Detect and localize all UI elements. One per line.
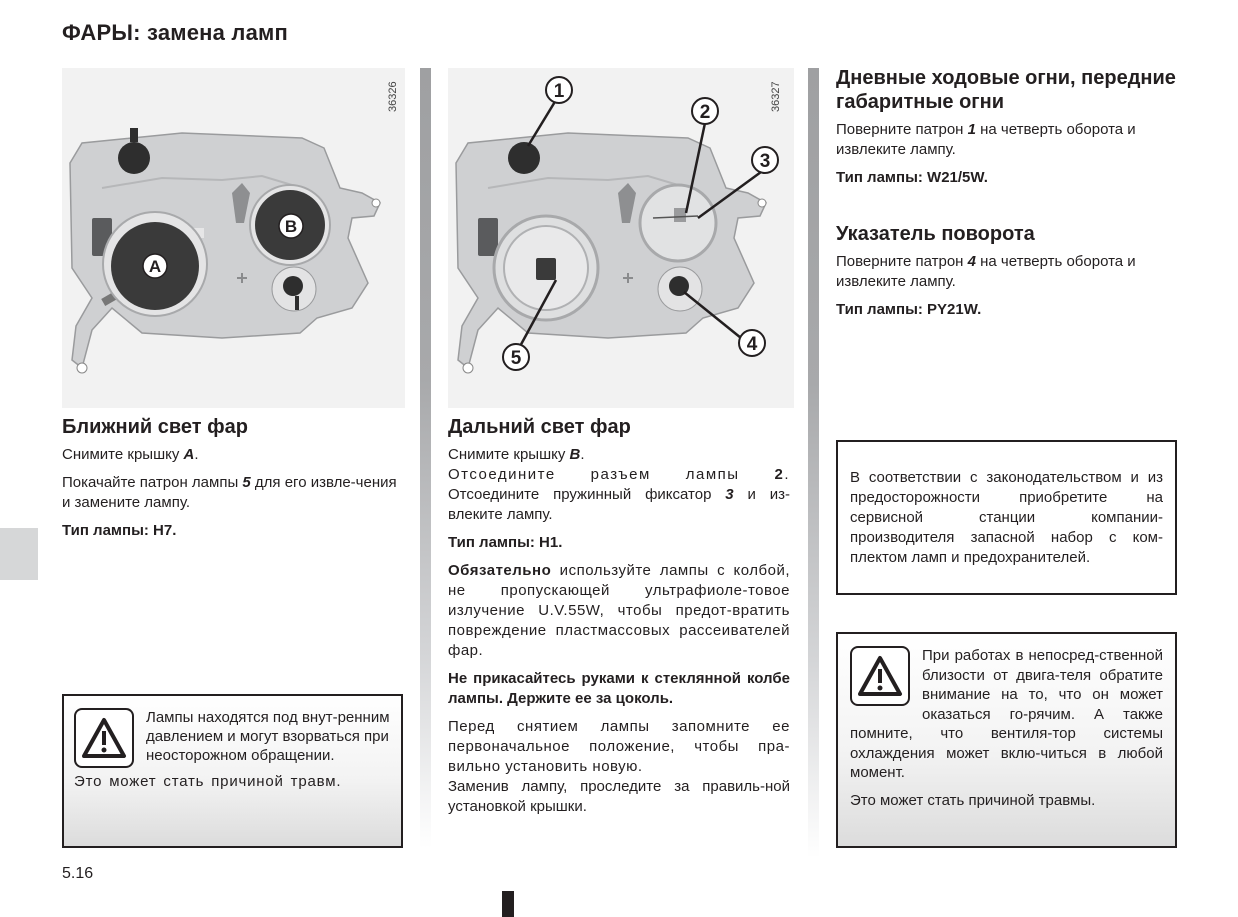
caution-note: Не прикасайтесь руками к стеклянной колбе лампы. Держите ее за цоколь. — [448, 670, 790, 707]
headlight-figure-covers — [62, 68, 405, 408]
instruction: Снимите крышку A. — [62, 446, 199, 463]
figure-number: 36327 — [770, 81, 782, 112]
low-beam-bulb — [494, 216, 598, 320]
warning-consequence: Это может стать причиной травмы. — [850, 791, 1096, 809]
cover-a — [103, 212, 207, 316]
callout-3 — [752, 147, 778, 173]
page-edge-marker — [502, 891, 514, 917]
callout-4 — [739, 330, 765, 356]
warning-triangle-icon — [74, 708, 134, 768]
instruction: Отсоедините пружинный фиксатор 3 и из-влеките лампу. — [448, 486, 790, 523]
label-b: B — [284, 217, 298, 236]
cover-b — [250, 185, 330, 265]
high-beam-section — [448, 415, 790, 817]
instruction: Поверните патрон 4 на четверть оборота и извлеките лампу. — [836, 253, 1136, 290]
page-title: ФАРЫ: замена ламп — [62, 20, 288, 45]
warning-consequence: Это может стать причиной травм. — [74, 773, 342, 790]
warning-box-pressure — [62, 694, 403, 848]
headlight-diagram-bulbs — [448, 68, 794, 408]
label-3: 3 — [759, 151, 771, 172]
section-heading: Дневные ходовые огни, передние габаритные огни — [836, 67, 1176, 113]
section-heading: Дальний свет фар — [448, 416, 631, 438]
after-note: Заменив лампу, проследите за правиль-ной установкой крышки. — [448, 778, 790, 815]
label-2: 2 — [699, 102, 711, 123]
high-beam-bulb — [640, 185, 716, 261]
turn-signal-section — [836, 222, 1176, 320]
section-heading: Ближний свет фар — [62, 416, 248, 438]
info-text: В соответствии с законодательством и из предосторожности приобретите на сервисной станции компании-производителя запасной набор с ком-плектом ламп и предохранителей. — [850, 469, 1163, 566]
low-beam-section — [62, 415, 404, 541]
turn-signal-socket — [272, 267, 316, 311]
column-divider-left — [420, 68, 431, 848]
instruction: Поверните патрон 1 на четверть оборота и извлеките лампу. — [836, 121, 1136, 158]
headlight-diagram-covers — [62, 68, 405, 408]
instruction: Снимите крышку B. — [448, 446, 585, 463]
label-5: 5 — [510, 348, 522, 369]
label-a: A — [148, 257, 162, 276]
section-heading: Указатель поворота — [836, 223, 1035, 245]
daytime-lights-section — [836, 66, 1176, 188]
info-box-spare-kit — [836, 440, 1177, 595]
warning-triangle-icon — [850, 646, 910, 706]
label-4: 4 — [746, 334, 758, 355]
headlight-figure-bulbs — [448, 68, 794, 408]
remember-note: Перед снятием лампы запомните ее первоначальное положение, чтобы пра-вильно установить новую. — [448, 718, 790, 775]
warning-text: Лампы находятся под внут-ренним давлением и могут взорваться при неосторожном обращении. — [146, 709, 390, 764]
warning-box-engine — [836, 632, 1177, 848]
lamp-type: Тип лампы: W21/5W. — [836, 169, 988, 186]
figure-number: 36326 — [387, 81, 399, 112]
label-1: 1 — [553, 81, 565, 102]
callout-2 — [692, 98, 718, 124]
lamp-type: Тип лампы: H1. — [448, 534, 563, 551]
instruction: Отсоедините разъем лампы 2. — [448, 466, 790, 483]
warning-text: При работах в непосред-ственной близости от двига-теля обратите внимание на то, что он может оказаться го-рячим. А также помните, что вентиля-тор системы охлаждения может вклю-читься в любой момент. — [850, 647, 1163, 781]
uv-note: Обязательно используйте лампы с колбой, не пропускающей ультрафиоле-товое излучение U.V.55W, чтобы предот-вратить повреждение пластмассовых рассеивателей фар. — [448, 562, 790, 659]
instruction: Покачайте патрон лампы 5 для его извле-чения и замените лампу. — [62, 474, 397, 511]
parking-lamp-socket — [508, 142, 540, 174]
parking-lamp-socket — [118, 128, 150, 174]
turn-signal-socket — [658, 267, 702, 311]
callout-5 — [503, 344, 529, 370]
callout-1 — [546, 77, 572, 103]
lamp-type: Тип лампы: PY21W. — [836, 301, 982, 318]
column-divider-right — [808, 68, 819, 858]
chapter-tab — [0, 528, 38, 580]
lamp-type: Тип лампы: H7. — [62, 522, 177, 539]
page-number: 5.16 — [62, 865, 94, 882]
